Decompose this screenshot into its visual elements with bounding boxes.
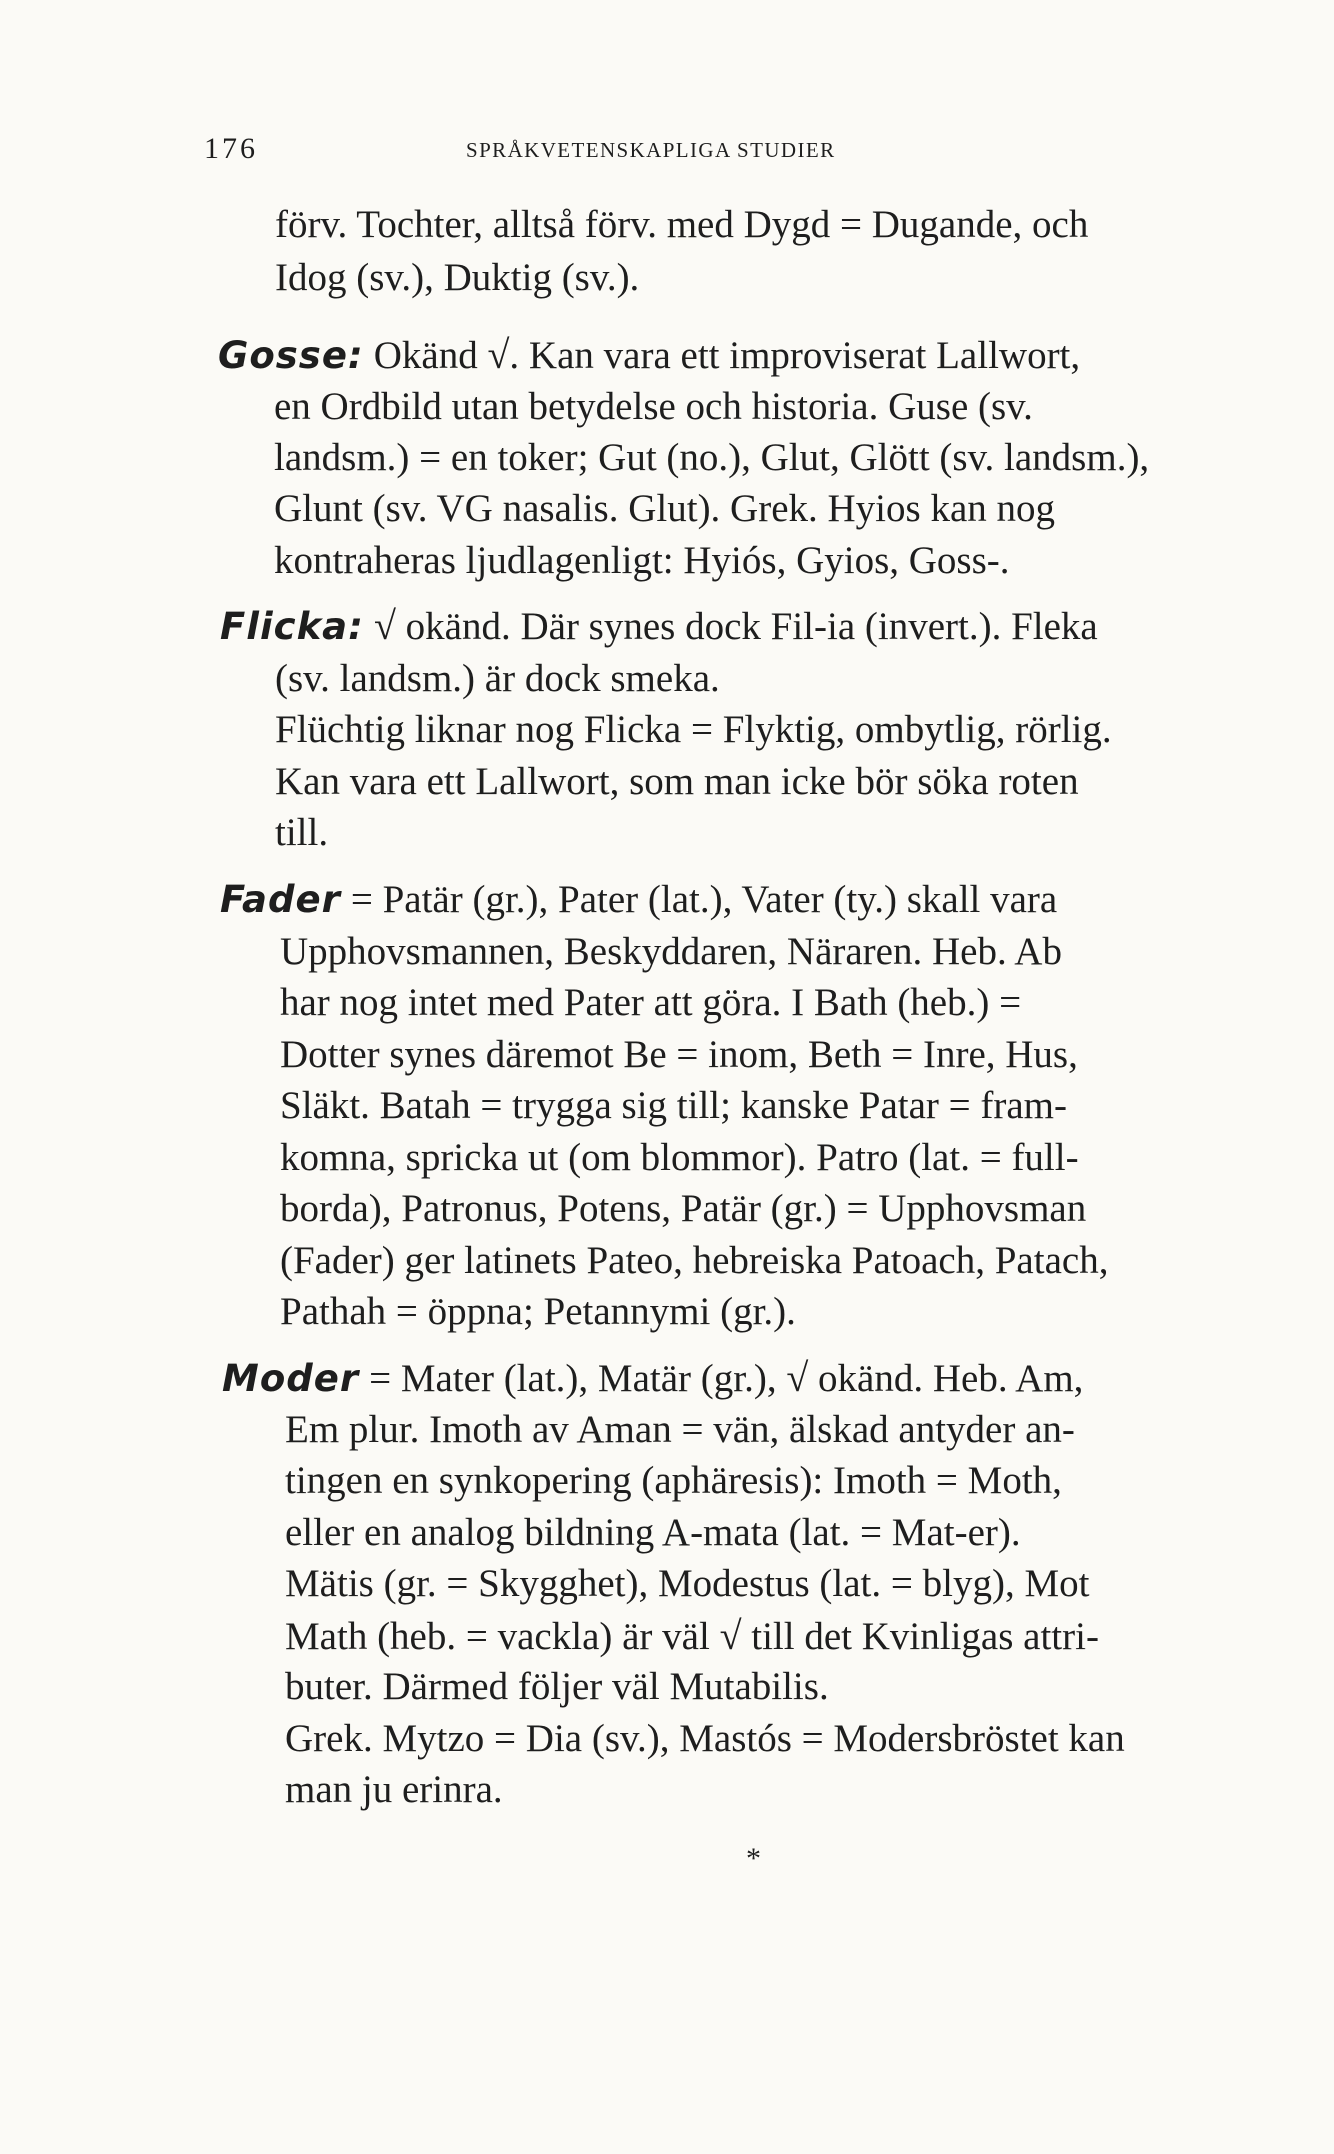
text-line: Dotter synes däremot Be = inom, Beth = Inre, Hus, [280, 1033, 1078, 1076]
entry-text: = Mater (lat.), Matär (gr.), [369, 1357, 777, 1400]
entry-text: okänd. Heb. Am, [818, 1357, 1084, 1400]
text-line [285, 1612, 1099, 1661]
text-line: Pathah = öppna; Petannymi (gr.). [280, 1290, 796, 1333]
section-asterisk: * [746, 1842, 761, 1875]
text-line: Mätis (gr. = Skygghet), Modestus (lat. = blyg), Mot [285, 1562, 1090, 1605]
text-line: till. [275, 811, 329, 854]
text-line: eller en analog bildning A-mata (lat. = Mat-er). [285, 1511, 1021, 1554]
headword-flicka: Flicka: [220, 605, 364, 648]
text-line: komna, spricka ut (om blommor). Patro (lat. = full- [280, 1136, 1079, 1179]
text-line: Glunt (sv. VG nasalis. Glut). Grek. Hyios kan nog [274, 487, 1056, 530]
text-line: landsm.) = en toker; Gut (no.), Glut, Glött (sv. landsm.), [274, 436, 1150, 479]
text-line: har nog intet med Pater att göra. I Bath (heb.) = [280, 981, 1022, 1024]
entry-flicka-line [220, 602, 1098, 651]
entry-moder-line [222, 1354, 1083, 1403]
text-line: Em plur. Imoth av Aman = vän, älskad antyder an- [285, 1408, 1075, 1451]
text-line: Upphovsmannen, Beskyddaren, Näraren. Heb. Ab [280, 930, 1062, 973]
text-line: buter. Därmed följer väl Mutabilis. [285, 1665, 829, 1708]
page-number: 176 [204, 132, 258, 165]
root-sign: √ [786, 1355, 809, 1400]
entry-text: Okänd [373, 334, 478, 377]
headword-fader: Fader [220, 878, 341, 921]
text-line: (Fader) ger latinets Pateo, hebreiska Patoach, Patach, [280, 1239, 1109, 1282]
text-line: borda), Patronus, Potens, Patär (gr.) = Upphovsman [280, 1187, 1087, 1230]
text-line: man ju erinra. [285, 1768, 503, 1811]
root-sign: √ [487, 332, 510, 377]
text-line: Idog (sv.), Duktig (sv.). [275, 256, 640, 299]
text-line: tingen en synkopering (aphäresis): Imoth = Moth, [285, 1459, 1062, 1502]
entry-fader-line [220, 876, 1057, 924]
text-line: en Ordbild utan betydelse och historia. Guse (sv. [274, 385, 1033, 428]
running-head: SPRÅKVETENSKAPLIGA STUDIER [466, 138, 836, 162]
text-line: (sv. landsm.) är dock smeka. [275, 657, 720, 700]
text-line: Släkt. Batah = trygga sig till; kanske Patar = fram- [280, 1084, 1067, 1127]
text-line: Grek. Mytzo = Dia (sv.), Mastós = Modersbröstet kan [285, 1717, 1125, 1760]
text-line: Flüchtig liknar nog Flicka = Flyktig, ombytlig, rörlig. [275, 708, 1112, 751]
entry-text: okänd. Där synes dock Fil-ia (invert.). Fleka [405, 605, 1098, 648]
headword-gosse: Gosse: [218, 334, 364, 377]
text-line: förv. Tochter, alltså förv. med Dygd = Dugande, och [275, 203, 1089, 246]
text-line: Kan vara ett Lallwort, som man icke bör söka roten [275, 760, 1079, 803]
entry-text: till det Kvinligas attri- [751, 1615, 1099, 1658]
text-line: kontraheras ljudlagenligt: Hyiós, Gyios, Goss-. [274, 539, 1010, 582]
headword-moder: Moder [222, 1357, 360, 1400]
entry-text: = Patär (gr.), Pater (lat.), Vater (ty.) skall vara [350, 878, 1058, 921]
page-header [204, 132, 984, 172]
entry-gosse-line [218, 331, 1080, 380]
root-sign: √ [719, 1613, 742, 1658]
root-sign: √ [373, 603, 396, 648]
entry-text: . Kan vara ett improviserat Lallwort, [509, 334, 1081, 377]
entry-text: Math (heb. = vackla) är väl [285, 1615, 710, 1658]
